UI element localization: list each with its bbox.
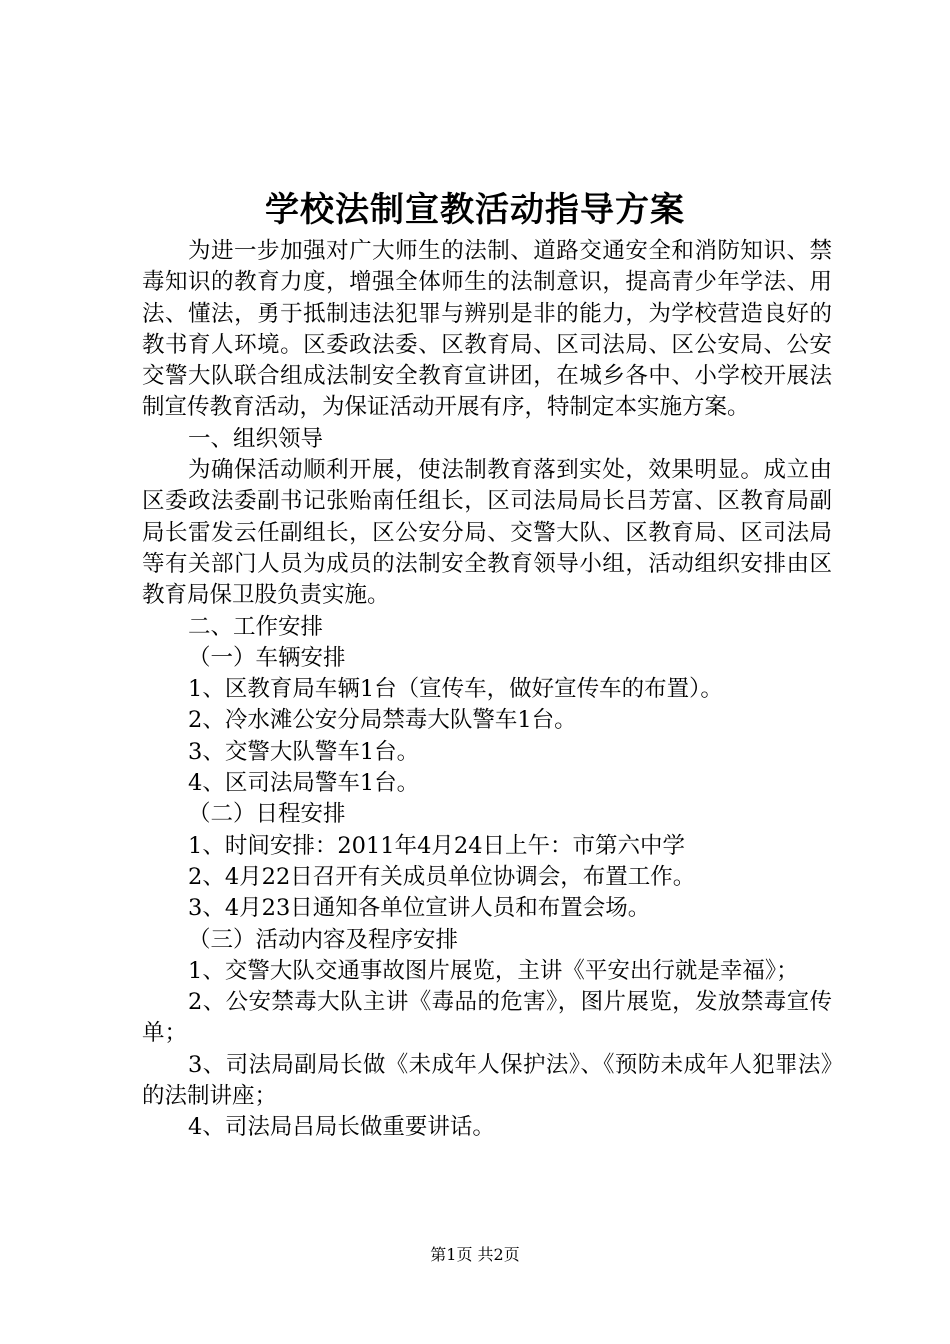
- vehicle-item: 4、区司法局警车1台。: [188, 770, 420, 797]
- section-heading-work: 二、工作安排: [188, 613, 324, 640]
- document-body: [142, 236, 832, 1144]
- subsection-heading-activities: （三）活动内容及程序安排: [188, 926, 459, 953]
- activity-item: 2、公安禁毒大队主讲《毒品的危害》，图片展览，发放禁毒宣传单；: [142, 989, 832, 1047]
- intro-paragraph: 为进一步加强对广大师生的法制、道路交通安全和消防知识、禁毒知识的教育力度，增强全体师生的法制意识，提高青少年学法、用法、懂法，勇于抵制违法犯罪与辨别是非的能力，为学校营造良好的教书育人环境。区委政法委、区教育局、区司法局、区公安局、公安交警大队联合组成法制安全教育宣讲团，在城乡各中、小学校开展法制宣传教育活动，为保证活动开展有序，特制定本实施方案。: [142, 238, 832, 421]
- vehicle-item: 2、冷水滩公安分局禁毒大队警车1台。: [188, 707, 577, 734]
- subsection-heading-schedule: （二）日程安排: [188, 801, 346, 828]
- page-footer: 第1页 共2页: [430, 1245, 520, 1264]
- activity-item: 4、司法局吕局长做重要讲话。: [188, 1114, 495, 1141]
- section-heading-organization: 一、组织领导: [188, 425, 324, 452]
- activity-item: 3、司法局副局长做《未成年人保护法》、《预防未成年人犯罪法》的法制讲座；: [142, 1051, 832, 1110]
- document-title: 学校法制宣教活动指导方案: [265, 190, 685, 230]
- vehicle-item: 1、区教育局车辆1台（宣传车，做好宣传车的布置）。: [188, 676, 723, 703]
- schedule-item: 3、4月23日通知各单位宣讲人员和布置会场。: [188, 895, 651, 922]
- schedule-item: 1、时间安排：2011年4月24日上午：市第六中学: [188, 832, 686, 859]
- vehicle-item: 3、交警大队警车1台。: [188, 738, 420, 765]
- activity-item: 1、交警大队交通事故图片展览，主讲《平安出行就是幸福》；: [188, 957, 799, 984]
- organization-paragraph: 为确保活动顺利开展，使法制教育落到实处，效果明显。成立由区委政法委副书记张贻南任组长，区司法局局长吕芳富、区教育局副局长雷发云任副组长，区公安分局、交警大队、区教育局、区司法局等有关部门人员为成员的法制安全教育领导小组，活动组织安排由区教育局保卫股负责实施。: [142, 457, 832, 609]
- schedule-item: 2、4月22日召开有关成员单位协调会，布置工作。: [188, 863, 696, 890]
- subsection-heading-vehicles: （一）车辆安排: [188, 644, 346, 671]
